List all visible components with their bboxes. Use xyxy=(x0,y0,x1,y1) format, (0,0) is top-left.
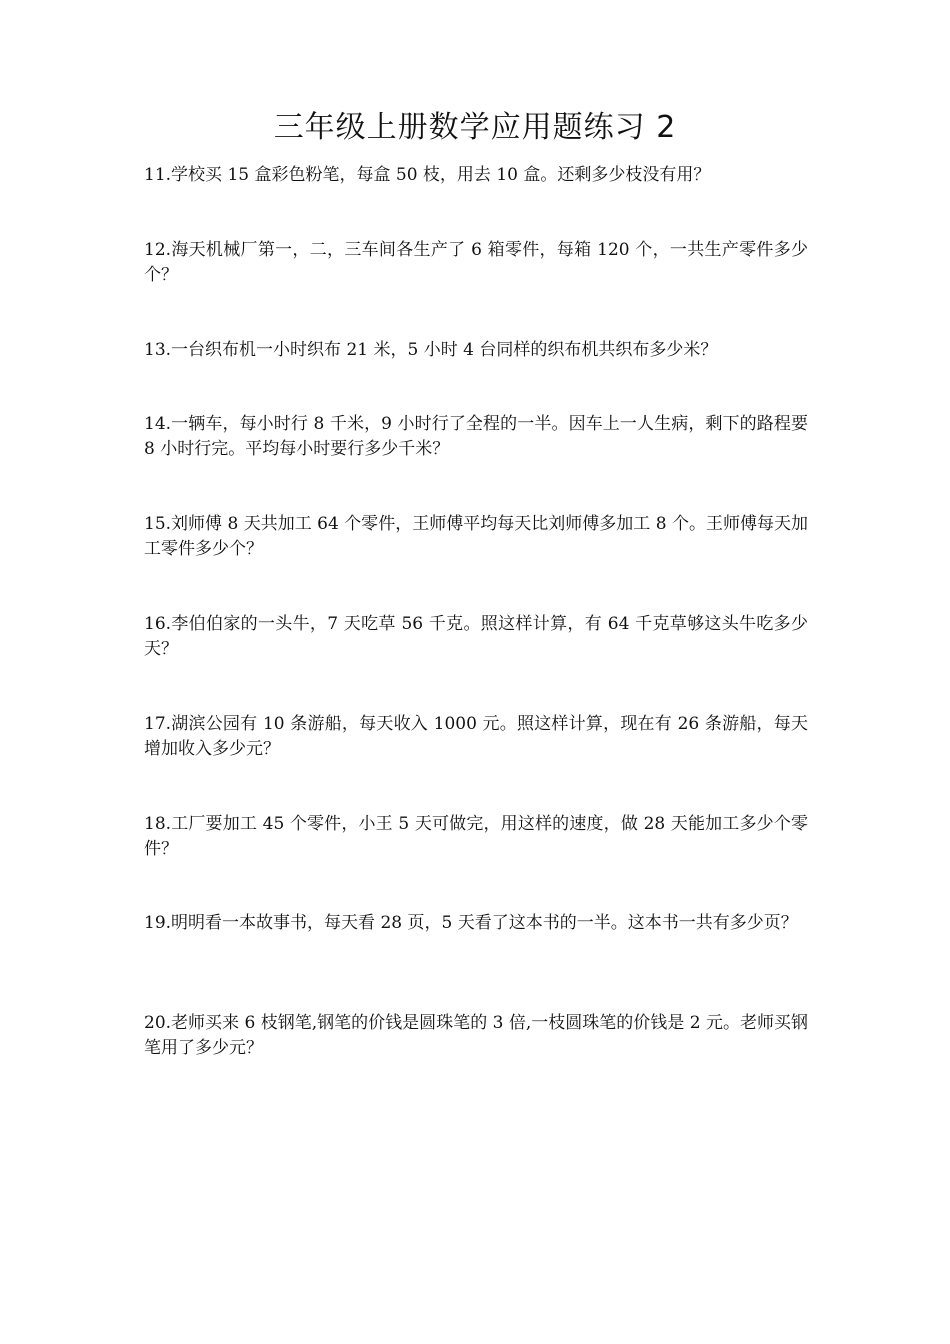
page-title: 三年级上册数学应用题练习 2 xyxy=(273,110,677,145)
question-19: 19.明明看一本故事书，每天看 28 页，5 天看了这本书的一半。这本书一共有多少页？ xyxy=(144,913,798,933)
question-20: 20.老师买来 6 枝钢笔,钢笔的价钱是圆珠笔的 3 倍,一枝圆珠笔的价钱是 2 元。老师买钢笔用了多少元？ xyxy=(144,1013,808,1058)
question-14: 14.一辆车，每小时行 8 千米，9 小时行了全程的一半。因车上一人生病，剩下的路程要 8 小时行完。平均每小时要行多少千米？ xyxy=(144,414,808,459)
question-13: 13.一台织布机一小时织布 21 米，5 小时 4 台同样的织布机共织布多少米？ xyxy=(144,340,718,360)
question-12: 12.海天机械厂第一，二，三车间各生产了 6 箱零件，每箱 120 个，一共生产零件多少个？ xyxy=(144,240,808,285)
question-11: 11.学校买 15 盒彩色粉笔，每盒 50 枝，用去 10 盒。还剩多少枝没有用？ xyxy=(144,165,711,185)
question-18: 18.工厂要加工 45 个零件，小王 5 天可做完，用这样的速度，做 28 天能加工多少个零件？ xyxy=(144,814,808,859)
question-17: 17.湖滨公园有 10 条游船，每天收入 1000 元。照这样计算，现在有 26 条游船，每天增加收入多少元？ xyxy=(144,714,808,759)
question-16: 16.李伯伯家的一头牛，7 天吃草 56 千克。照这样计算，有 64 千克草够这头牛吃多少天？ xyxy=(144,614,808,659)
question-15: 15.刘师傅 8 天共加工 64 个零件，王师傅平均每天比刘师傅多加工 8 个。王师傅每天加工零件多少个？ xyxy=(144,514,808,559)
